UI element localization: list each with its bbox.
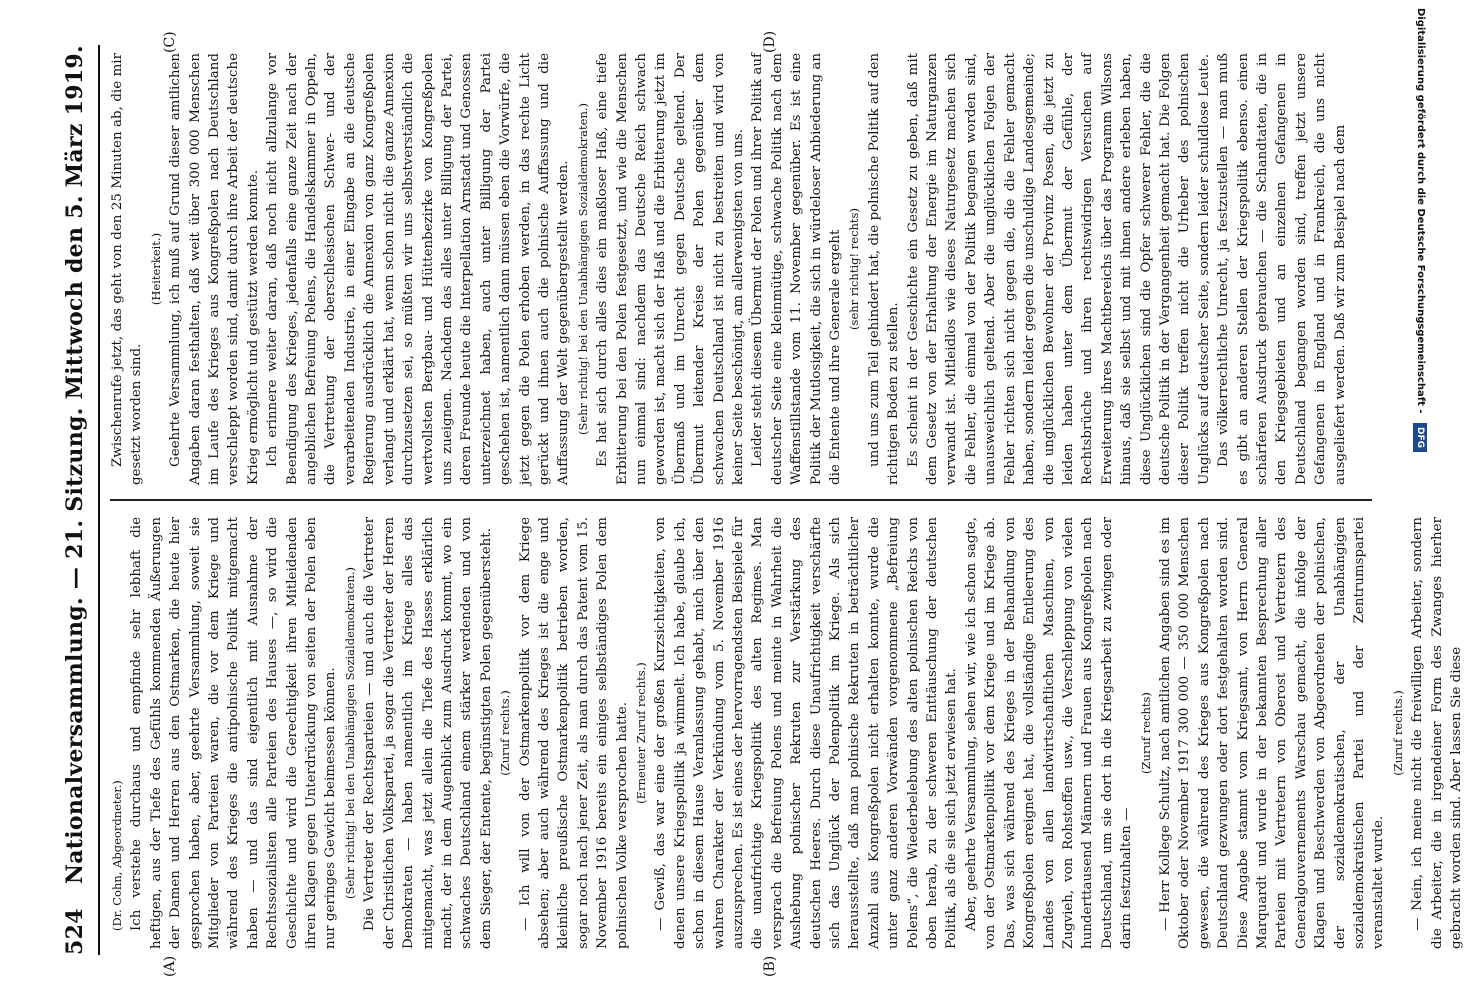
margin-marker-b: (B) (762, 955, 778, 977)
paragraph: — Ich will von der Ostmarkenpolitik vor dem Kriege absehen; aber auch während des Krieges ist die enge und kleinliche preußische Ostmarkenpolitik betrieben worden, sogar noch nach jener Zeit, als man durch das Patent vom 15. November 1916 bereits ein einiges selbständiges Polen dem polnischen Volke versprochen hatte. (517, 517, 630, 949)
interjection: (sehr richtig! rechts) (847, 208, 862, 330)
margin-marker-a: (A) (162, 955, 178, 977)
interjection: (Sehr richtig! bei den Unabhängigen Sozialdemokraten.) (342, 566, 357, 900)
speaker-label: (Dr. Cohn, Abgeordneter.) (110, 780, 124, 931)
paragraph: Es scheint in der Geschichte ein Gesetz zu geben, daß mit dem Gesetz von der Erhaltung der Energie im Naturganzen verwandt ist. Mitleidlos wie dieses Naturgesetz machen sich die Fehler, die einmal von der Politik begangen worden sind, unausweichlich geltend. Aber die unglücklichen Folgen der Fehler richten sich nicht gegen die, die die Fehler gemacht haben, sondern leider gegen die unschuldige Landesgemeinde; die unglücklichen Bewohner der Provinz Posen, die jetzt zu leiden haben unter dem Übermut der Gefühle, der Rechtsbrüche und ihren rechtswidrigen Versuchen auf Erweiterung ihres Machtbereichs über das Programm Wilsons hinaus, daß sie selbst und mit ihnen andere erleben haben, diese Unglücklichen sind die Opfer schwerer Fehler, die die deutsche Politik in der Vergangenheit gemacht hat. Die Folgen dieser Politik treffen nicht die Urheber des polnischen Unglücks auf deutscher Seite, sondern leider schuldlose Leute. (905, 53, 1212, 485)
interjection: (Zuruf rechts.) (1390, 690, 1405, 776)
paragraph: — Herr Kollege Schultz, nach amtlichen Angaben sind es im Oktober oder November 1917 300 000 — 350 000 Menschen gewesen, die während des Krieges aus Kongreßpolen nach Deutschland gezwungen oder dort festgehalten worden sind. Diese Angabe stammt vom Kriegsamt, von Herrn General Marquardt und wurde in der bekannten Besprechung aller Parteien mit Vertretern von Oberost und Vertretern des Generalgouvernements Warschau gemacht, die infolge der Klagen und Beschwerden von Abgeordneten der polnischen, der sozialdemokratischen, der Unabhängigen sozialdemokratischen Partei und der Zentrumspartei veranstaltet wurde. (1157, 517, 1387, 949)
interjection: (Zuruf rechts) (1138, 692, 1153, 774)
margin-marker-d: (D) (762, 30, 778, 53)
paragraph: Das völkerrechtliche Unrecht, ja festzustellen — man muß es gibt an anderen Stellen der Kriegspolitik ebenso. einen schärferen Ausdruck gebrauchen — die Schandtaten, die in den Kriegsgebieten und an einzelnen Gefangenen in Deutschland begangen worden sind, treffen jetzt unsere Gefangenen in England und in Frankreich, die uns nicht ausgeliefert werden. Daß wir zum Beispiel nach dem (1216, 53, 1348, 485)
interjection: (Erneuter Zuruf rechts.) (633, 662, 648, 804)
paragraph: Ich verstehe durchaus und empfinde sehr lebhaft die heftigen, aus der Tiefe des Gefühls kommenden Äußerungen der Damen und Herren aus den Ostmarken, die heute hier gesprochen haben, aber, geehrte Versammlung, soweit sie Mitglieder von Parteien waren, die vor dem Kriege und während des Krieges die antipolnische Politik mitgemacht haben — und das sind eigentlich mit Ausnahme der Rechtssozialisten alle Parteien des Hauses —, so wird die Geschichte und wird die Gerechtigkeit ihren Mitleidenden ihren Klagen gegen Unterdrückung von seiten der Polen eben nur geringes Gewicht beimessen können. (129, 517, 339, 949)
page-number: 524 (62, 908, 88, 955)
digitization-note (1410, 8, 1430, 992)
page-title: Nationalversammlung. — 21. Sitzung. Mittwoch den 5. März 1919. (62, 45, 88, 885)
interjection: (Sehr richtig! bei den Unabhängigen Sozialdemokraten.) (575, 102, 590, 436)
paragraph: Es hat sich durch alles dies ein maßloser Haß, eine tiefe Erbitterung bei den Polen festgesetzt, und wie die Menschen nun einmal sind: nachdem das Deutsche Reich schwach geworden ist, macht sich der Haß und die Erbitterung jetzt im Übermaß und im Unrecht gegen Deutsche geltend. Der Übermut leitender Kreise der Polen gegenüber dem schwachen Deutschland ist nicht zu bestreiten und wird von keiner Seite beschönigt, am allerwenigsten von uns. (595, 53, 746, 485)
paragraph: Geehrte Versammlung, ich muß auf Grund dieser amtlichen Angaben daran festhalten, daß weit über 300 000 Menschen im Laufe des Krieges aus Kongreßpolen nach Deutschland verschleppt worden sind, damit durch ihre Arbeit der deutsche Krieg ermöglicht und gestützt werden konnte. (168, 53, 261, 485)
dfg-badge: DFG (1413, 423, 1427, 452)
left-column (108, 517, 1465, 949)
paragraph: — Nein, ich meine nicht die freiwilligen Arbeiter, sondern die Arbeiter, die in irgendeiner Form des Zwanges hierher gebracht worden sind. Aber lassen Sie diese (1410, 517, 1465, 949)
page-header (62, 45, 100, 955)
interjection: (Zuruf rechts.) (498, 690, 513, 776)
digitization-text: Digitalisierung gefördert durch die Deutsche Forschungsgemeinschaft - (1415, 8, 1426, 414)
interjection: (Heiterkeit.) (148, 232, 163, 306)
column-divider (110, 499, 1372, 501)
paragraph: — Gewiß, das war eine der großen Kurzsichtigkeiten, von denen unsere Kriegspolitik ja wimmelt. Ich habe, glaube ich, schon in diesem Hause Veranlassung gehabt, mich über den wahren Charakter der Verkündung vom 5. November 1916 auszusprechen. Es ist eines der hervorragendsten Beispiele für die unaufrichtige Kriegspolitik des alten Regimes. Man versprach die Befreiung Polens und meinte in Wahrheit die Aushebung polnischer Rekruten zur Verstärkung des deutschen Heeres. Durch diese Unaufrichtigkeit verschärfte sich das Unglück der Polenpolitik im Kriege. Als sich herausstellte, daß man polnische Rekruten in beträchtlicher Anzahl aus Kongreßpolen nicht erhalten konnte, wurde die unter ganz anderen Vorwänden vorgenommene „Befreiung Polens“, die Wiederbelebung des alten polnischen Reichs von oben herab, zu der schweren Enttäuschung der deutschen Politik, als die sie sich jetzt erwiesen hat. (653, 517, 960, 949)
paragraph: Aber, geehrte Versammlung, sehen wir, wie ich schon sagte, von der Ostmarkenpolitik vor dem Kriege und im Kriege ab. Das, was sich während des Krieges in der Behandlung von Kongreßpolen ereignet hat, die vollständige Entleerung des Landes von allen landwirtschaftlichen Maschinen, von Zugvieh, von Rohstoffen usw., die Verschleppung von vielen hunderttausend Männern und Frauen aus Kongreßpolen nach Deutschland, um sie dort in die Kriegsarbeit zu zwingen oder darin festzuhalten — (963, 517, 1135, 949)
paragraph: Die Vertreter der Rechtsparteien — und auch die Vertreter der Christlichen Volkspartei, ja sogar die Vertreter der Herren Demokraten — haben namentlich im Kriege alles das mitgemacht, was jetzt allein die Tiefe des Hasses erklärlich macht, der in dem Augenblick zum Ausdruck kommt, wo ein schwaches Deutschland einem stärker werdenden und von dem Sieger, der Entente, begünstigten Polen gegenübersteht. (362, 517, 494, 949)
paragraph: Ich erinnere weiter daran, daß noch nicht allzulange vor Beendigung des Krieges, jedenfalls eine ganze Zeit nach der angeblichen Befreiung Polens, die Handelskammer in Oppeln, die Vertretung der oberschlesischen Schwer- und der verarbeitenden Industrie, in einer Eingabe an die deutsche Regierung ausdrücklich die Annexion von ganz Kongreßpolen verlangt und erklärt hat, wenn schon nicht die ganze Annexion durchzusetzen sei, so müßten wir uns selbstverständlich die wertvollsten Bergbau- und Hüttenbezirke von Kongreßpolen uns zueignen. Nachdem das alles unter Billigung der Partei, deren Freunde heute die Interpellation Arnstadt und Genossen unterzeichnet haben, auch unter Billigung der Partei geschehen ist, namentlich dann müssen eben die Vorwürfe, die jetzt gegen die Polen erhoben werden, in das rechte Licht gerückt und ihnen auch die polnische Auffassung und die Auffassung der Welt gegenübergestellt werden. (265, 53, 572, 485)
margin-marker-c: (C) (162, 31, 178, 53)
paragraph: und uns zum Teil gehindert hat, die polnische Politik auf den richtigen Boden zu stellen. (866, 53, 902, 485)
right-column (108, 53, 1368, 485)
paragraph: Zwischenrufe jetzt, das geht von den 25 Minuten ab, die mir gesetzt worden sind. (110, 53, 145, 485)
paragraph: Leider steht diesem Übermut der Polen und ihrer Politik auf deutscher Seite eine kleinmütige, schwache Politik nach dem Waffenstillstande vom 11. November gegenüber. Es ist eine Politik der Mutlosigkeit, die sich in würdeloser Anbiederung an die Entente und ihre Generale ergeht (750, 53, 844, 485)
